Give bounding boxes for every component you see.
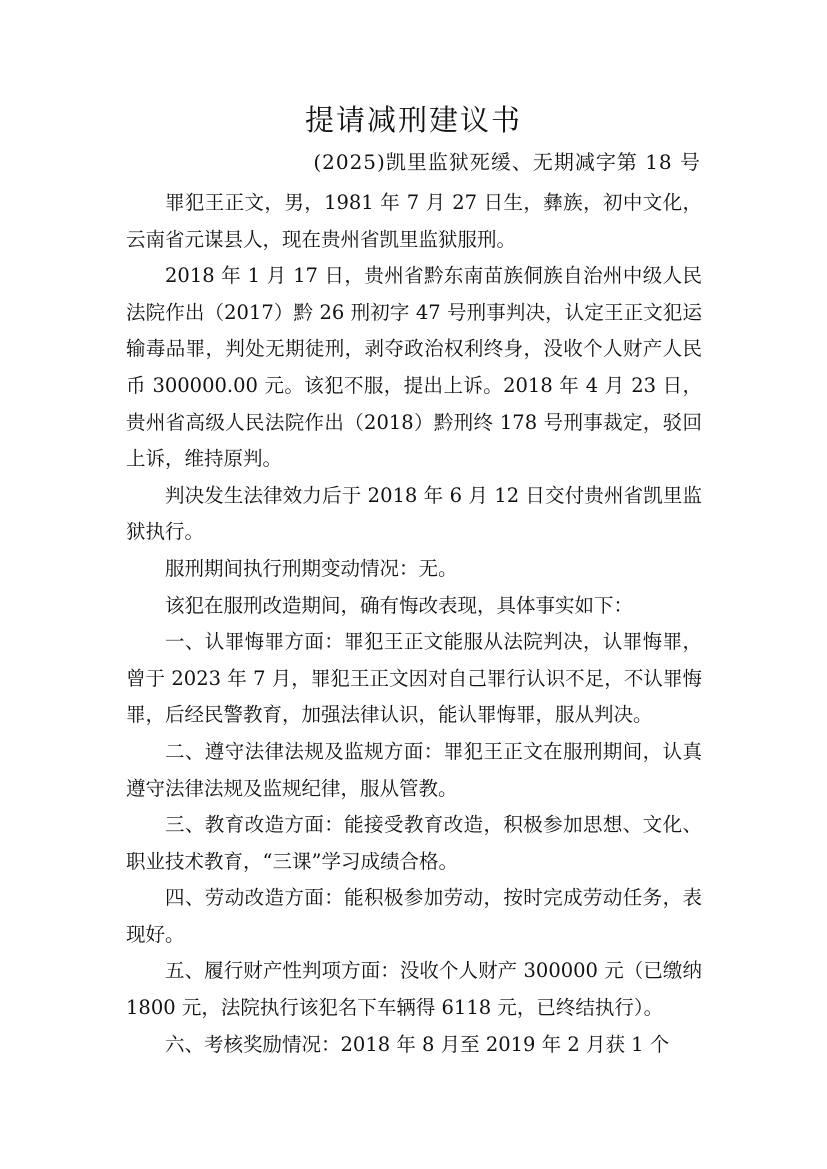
paragraph-property-judgment: 五、履行财产性判项方面：没收个人财产 300000 元（已缴纳 1800 元，法院执行该犯名下车辆得 6118 元，已终结执行）。 (126, 959, 702, 1020)
paragraph-judgment-history: 2018 年 1 月 17 日，贵州省黔东南苗族侗族自治州中级人民法院作出（2017）黔 26 刑初字 47 号刑事判决，认定王正文犯运输毒品罪，判处无期徒刑，剥夺政治权利终身，没收个人财产人民币 300000.00 元。该犯不服，提出上诉。2018 年 4 月 23 日，贵州省高级人民法院作出（2018）黔刑终 178 号刑事裁定，驳回上诉，维持原判。 (126, 264, 702, 471)
document-body (126, 185, 702, 1063)
paragraph-labor-reform: 四、劳动改造方面：能积极参加劳动，按时完成劳动任务，表现好。 (126, 886, 702, 946)
paragraph-assessment-rewards: 六、考核奖励情况：2018 年 8 月至 2019 年 2 月获 1 个 (165, 1032, 670, 1056)
paragraph-plea-repentance: 一、认罪悔罪方面：罪犯王正文能服从法院判决，认罪悔罪，曾于 2023 年 7 月，罪犯王正文因对自己罪行认识不足，不认罪悔罪，后经民警教育，加强法律认识，能认罪悔罪，服从判决。 (126, 630, 702, 727)
paragraph-sentence-changes: 服刑期间执行刑期变动情况：无。 (165, 556, 458, 580)
document-title: 提请减刑建议书 (304, 103, 522, 137)
paragraph-education-reform: 三、教育改造方面：能接受教育改造，积极参加思想、文化、职业技术教育，“三课”学习成绩合格。 (126, 813, 702, 873)
paragraph-repentance-intro: 该犯在服刑改造期间，确有悔改表现，具体事实如下： (165, 593, 634, 617)
paragraph-execution-handover: 判决发生法律效力后于 2018 年 6 月 12 日交付贵州省凯里监狱执行。 (126, 483, 702, 544)
document-number: (2025)凯里监狱死缓、无期减字第 18 号 (313, 150, 701, 174)
paragraph-criminal-info: 罪犯王正文，男，1981 年 7 月 27 日生，彝族，初中文化，云南省元谋县人，现在贵州省凯里监狱服刑。 (126, 191, 702, 251)
paragraph-law-compliance: 二、遵守法律法规及监规方面：罪犯王正文在服刑期间，认真遵守法律法规及监规纪律，服从管教。 (126, 739, 702, 800)
